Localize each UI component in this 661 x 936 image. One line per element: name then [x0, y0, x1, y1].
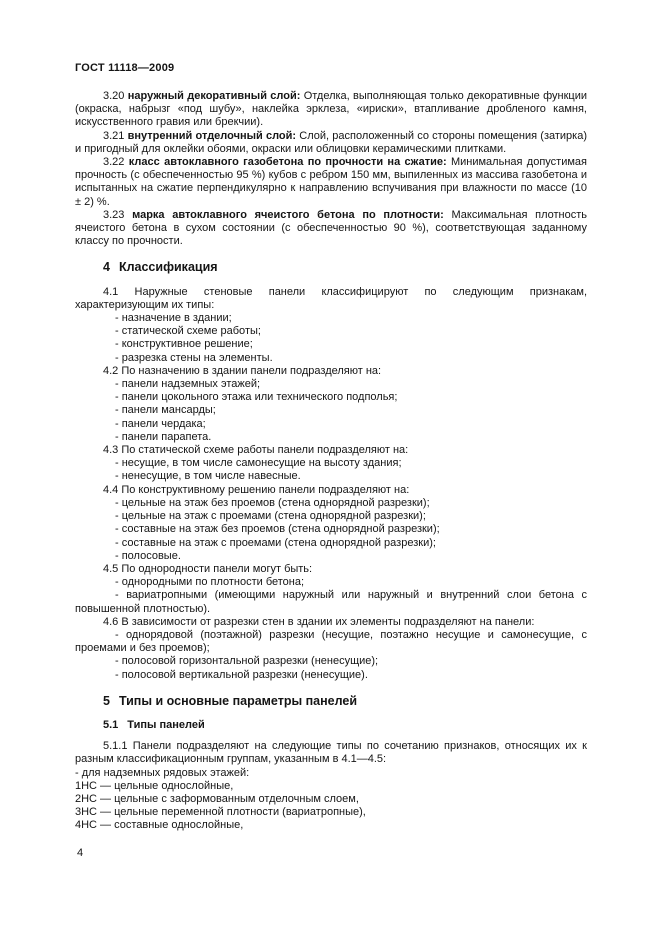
list-item: - ненесущие, в том числе навесные.	[115, 470, 301, 483]
document-body	[75, 90, 587, 833]
definition-paragraph: 3.23 марка автоклавного ячеистого бетона по плотности: Максимальная плотность ячеистого бетона в сухом состоянии (с обеспеченностью 90 %), соответствующая заданному классу по прочности.	[75, 208, 587, 248]
list-item: - полосовой горизонтальной разрезки (ненесущие);	[115, 655, 379, 668]
list-item: - назначение в здании;	[115, 312, 232, 325]
clause-number: 3.20	[103, 90, 125, 102]
list-item: - несущие, в том числе самонесущие на высоту здания;	[115, 457, 402, 470]
document-header: ГОСТ 11118—2009	[75, 62, 175, 74]
section-heading: 4 Классификация	[103, 260, 218, 275]
list-item: - однорядовой (поэтажной) разрезки (несущие, поэтажно несущие и самонесущие, с проемами и без проемов);	[75, 628, 587, 655]
clause-number: 3.21	[103, 129, 125, 142]
flush-line: 4НС — составные однослойные,	[75, 819, 244, 832]
clause-number: 3.23	[103, 208, 125, 221]
definition-paragraph: 3.22 класс автоклавного газобетона по прочности на сжатие: Минимальная допустимая прочность (с обеспеченностью 95 %) кубов с ребром 150 мм, выпиленных из массива газобетона и испытанных на сжатие перпендикулярно к направлению вспучивания при влажности по массе (10 ± 2) %.	[75, 156, 587, 208]
definition-paragraph: 3.21 внутренний отделочный слой: Слой, расположенный со стороны помещения (затирка) и пригодный для оклейки обоями, окраски или облицовки керамическими плитками.	[75, 129, 587, 155]
list-item: - панели чердака;	[115, 417, 206, 430]
flush-line: 2НС — цельные с заформованным отделочным слоем,	[75, 792, 359, 805]
section-heading: 5 Типы и основные параметры панелей	[103, 693, 358, 708]
clause-number: 3.22	[103, 156, 125, 169]
list-item: - панели надземных этажей;	[115, 378, 261, 391]
list-item: - составные на этаж с проемами (стена однорядной разрезки);	[115, 536, 436, 549]
subsection-heading: 5.1 Типы панелей	[103, 718, 205, 731]
list-item: - статической схеме работы;	[115, 325, 261, 338]
list-item: - полосовой вертикальной разрезки (ненесущие).	[115, 668, 368, 681]
list-item: - составные на этаж без проемов (стена однорядной разрезки);	[115, 523, 440, 536]
paragraph: 4.4 По конструктивному решению панели подразделяют на:	[103, 483, 410, 496]
defined-term: класс автоклавного газобетона по прочности на сжатие:	[128, 156, 447, 169]
paragraph: 5.1.1 Панели подразделяют на следующие типы по сочетанию признаков, относящих их к разным классификационным группам, указанным в 4.1—4.5:	[75, 740, 587, 766]
list-item: - цельные на этаж с проемами (стена однорядной разрезки);	[115, 510, 426, 523]
clause-number: 4	[103, 260, 110, 275]
flush-line: - для надземных рядовых этажей:	[75, 766, 250, 779]
paragraph: 4.3 По статической схеме работы панели подразделяют на:	[103, 444, 409, 457]
list-item: - однородными по плотности бетона;	[115, 576, 305, 589]
list-item: - панели мансарды;	[115, 404, 216, 417]
list-item: - конструктивное решение;	[115, 338, 253, 351]
flush-line: 1НС — цельные однослойные,	[75, 779, 234, 792]
clause-number: 5.1	[103, 718, 119, 731]
list-item: - цельные на этаж без проемов (стена однорядной разрезки);	[115, 496, 430, 509]
defined-term: наружный декоративный слой:	[127, 90, 301, 102]
clause-number: 5	[103, 693, 110, 708]
paragraph: 4.6 В зависимости от разрезки стен в здании их элементы подразделяют на панели:	[103, 615, 535, 628]
paragraph: 4.5 По однородности панели могут быть:	[103, 562, 313, 575]
list-item: - панели парапета.	[115, 430, 212, 443]
defined-term: марка автоклавного ячеистого бетона по плотности:	[132, 208, 444, 221]
page-number: 4	[77, 847, 84, 859]
paragraph: 4.1 Наружные стеновые панели классифицируют по следующим признакам, характеризующим их типы:	[75, 285, 587, 311]
list-item: - панели цокольного этажа или технического подполья;	[115, 391, 398, 404]
list-item: - вариатропными (имеющими наружный или наружный и внутренний слои бетона с повышенной плотностью).	[75, 589, 587, 615]
paragraph: 4.2 По назначению в здании панели подразделяют на:	[103, 364, 382, 377]
flush-line: 3НС — цельные переменной плотности (вариатропные),	[75, 806, 366, 819]
definition-paragraph: 3.20 наружный декоративный слой: Отделка, выполняющая только декоративные функции (окраска, набрызг «под шубу», наклейка эрклеза, «ириски», втапливание дробленого камня, искусственного гравия или брекчии).	[75, 90, 587, 129]
defined-term: внутренний отделочный слой:	[127, 129, 297, 142]
list-item: - полосовые.	[115, 549, 181, 562]
list-item: - разрезка стены на элементы.	[115, 351, 273, 364]
